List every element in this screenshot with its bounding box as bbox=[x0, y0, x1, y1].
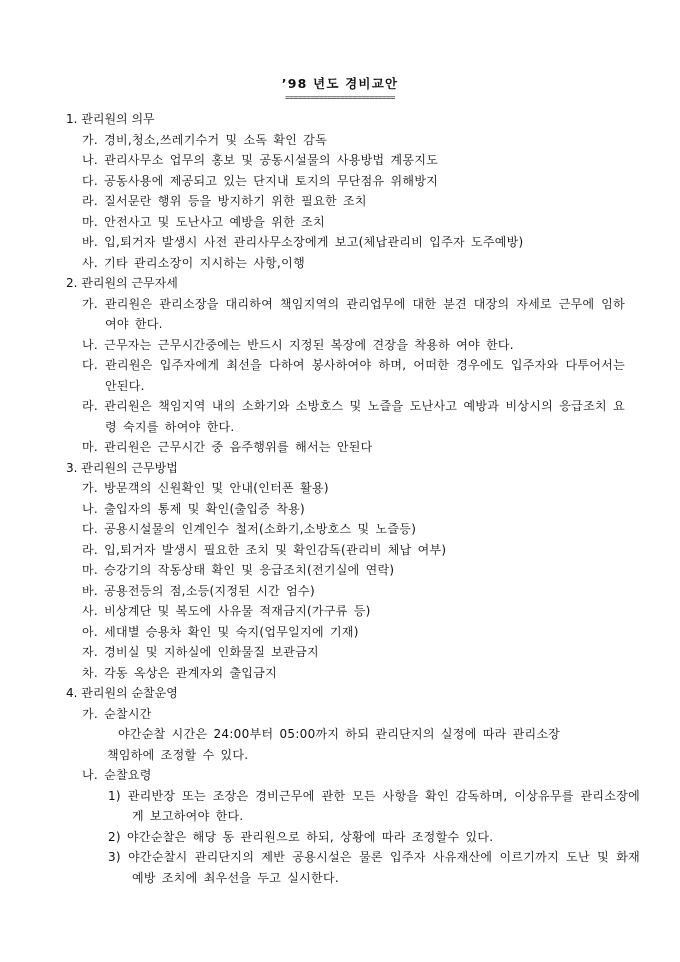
list-item: 가. 방문객의 신원확인 및 안내(인터폰 활용) bbox=[82, 481, 329, 495]
section-heading: 2. 관리원의 근무자세 bbox=[66, 276, 178, 290]
paragraph-line: 책임하에 조정할 수 있다. bbox=[107, 747, 249, 762]
subsection-label: 나. 순찰요령 bbox=[82, 768, 152, 782]
list-item: 가. 관리원은 관리소장을 대리하여 책임지역의 관리업무에 대한 분견 대장의 자세로 근무에 임하여야 한다. bbox=[82, 296, 625, 331]
list-item: 마. 관리원은 근무시간 중 음주행위를 해서는 안된다 bbox=[82, 440, 373, 454]
list-item: 사. 기타 관리소장이 지시하는 사항,이행 bbox=[82, 255, 305, 270]
list-item: 다. 공동사용에 제공되고 있는 단지내 토지의 무단점유 위해방지 bbox=[82, 173, 439, 188]
list-item: 바. 공용전등의 점,소등(지정된 시간 엄수) bbox=[82, 583, 315, 598]
list-item: 1) 관리반장 또는 조장은 경비근무에 관한 모든 사항을 확인 감독하며, 이상유무를 관리소장에게 보고하여야 한다. bbox=[108, 788, 640, 823]
list-item: 사. 비상계단 및 복도에 사유물 적재금지(가구류 등) bbox=[82, 604, 371, 618]
list-item: 3) 야간순찰시 관리단지의 제반 공용시설은 물론 입주자 사유재산에 이르기까지 도난 및 화재예방 조치에 최우선을 두고 실시한다. bbox=[108, 850, 640, 885]
subsection-label: 가. 순찰시간 bbox=[82, 706, 152, 721]
list-item: 바. 입,퇴거자 발생시 사전 관리사무소장에게 보고(체납관리비 입주자 도주예방) bbox=[82, 235, 524, 249]
list-item: 마. 안전사고 및 도난사고 예방을 위한 조치 bbox=[82, 214, 325, 229]
list-item: 나. 관리사무소 업무의 홍보 및 공동시설물의 사용방법 계몽지도 bbox=[82, 153, 439, 167]
list-item: 가. 경비,청소,쓰레기수거 및 소독 확인 감독 bbox=[82, 132, 328, 147]
section-heading: 3. 관리원의 근무방법 bbox=[66, 460, 178, 475]
list-item: 다. 관리원은 입주자에게 최선을 다하여 봉사하여야 하며, 어떠한 경우에도 입주자와 다투어서는 안된다. bbox=[82, 358, 625, 393]
list-item: 다. 공용시설물의 인계인수 철저(소화기,소방호스 및 노즐등) bbox=[82, 522, 417, 536]
section-heading: 1. 관리원의 의무 bbox=[66, 112, 155, 126]
list-item: 마. 승강기의 작동상태 확인 및 응급조치(전기실에 연락) bbox=[82, 563, 395, 577]
list-item: 라. 질서문란 행위 등을 방지하기 위한 필요한 조치 bbox=[82, 194, 367, 208]
list-item: 라. 입,퇴거자 발생시 필요한 조치 및 확인감독(관리비 체납 여부) bbox=[82, 542, 447, 557]
section-patrol bbox=[0, 683, 680, 888]
patrol-time-paragraph bbox=[82, 724, 642, 765]
document-title: ’98 년도 경비교안 bbox=[281, 76, 399, 91]
list-item: 차. 각동 옥상은 관계자외 출입금지 bbox=[82, 665, 278, 680]
paragraph-line: 야간순찰 시간은 24:00부터 05:00까지 하되 관리단지의 실정에 따라 관리소장 bbox=[118, 727, 561, 741]
list-item: 자. 경비실 및 지하실에 인화물질 보관금지 bbox=[82, 645, 319, 659]
section-attitude bbox=[0, 273, 680, 458]
list-item: 라. 관리원은 책임지역 내의 소화기와 소방호스 및 노즐을 도난사고 예방과 비상시의 응급조치 요령 숙지를 하여야 한다. bbox=[82, 399, 625, 434]
section-duties bbox=[0, 109, 680, 273]
list-item: 아. 세대별 승용차 확인 및 숙지(업무일지에 기재) bbox=[82, 624, 359, 639]
list-item: 나. 출입자의 통제 및 확인(출입증 착용) bbox=[82, 501, 306, 516]
section-heading: 4. 관리원의 순찰운영 bbox=[66, 686, 178, 700]
section-methods bbox=[0, 458, 680, 684]
title-underline: ========================== bbox=[285, 93, 395, 102]
list-item: 2) 야간순찰은 해당 동 관리원으로 하되, 상황에 따라 조정할수 있다. bbox=[108, 829, 494, 844]
list-item: 나. 근무자는 근무시간중에는 반드시 지정된 복장에 견장을 착용하 여야 한다. bbox=[82, 337, 514, 352]
